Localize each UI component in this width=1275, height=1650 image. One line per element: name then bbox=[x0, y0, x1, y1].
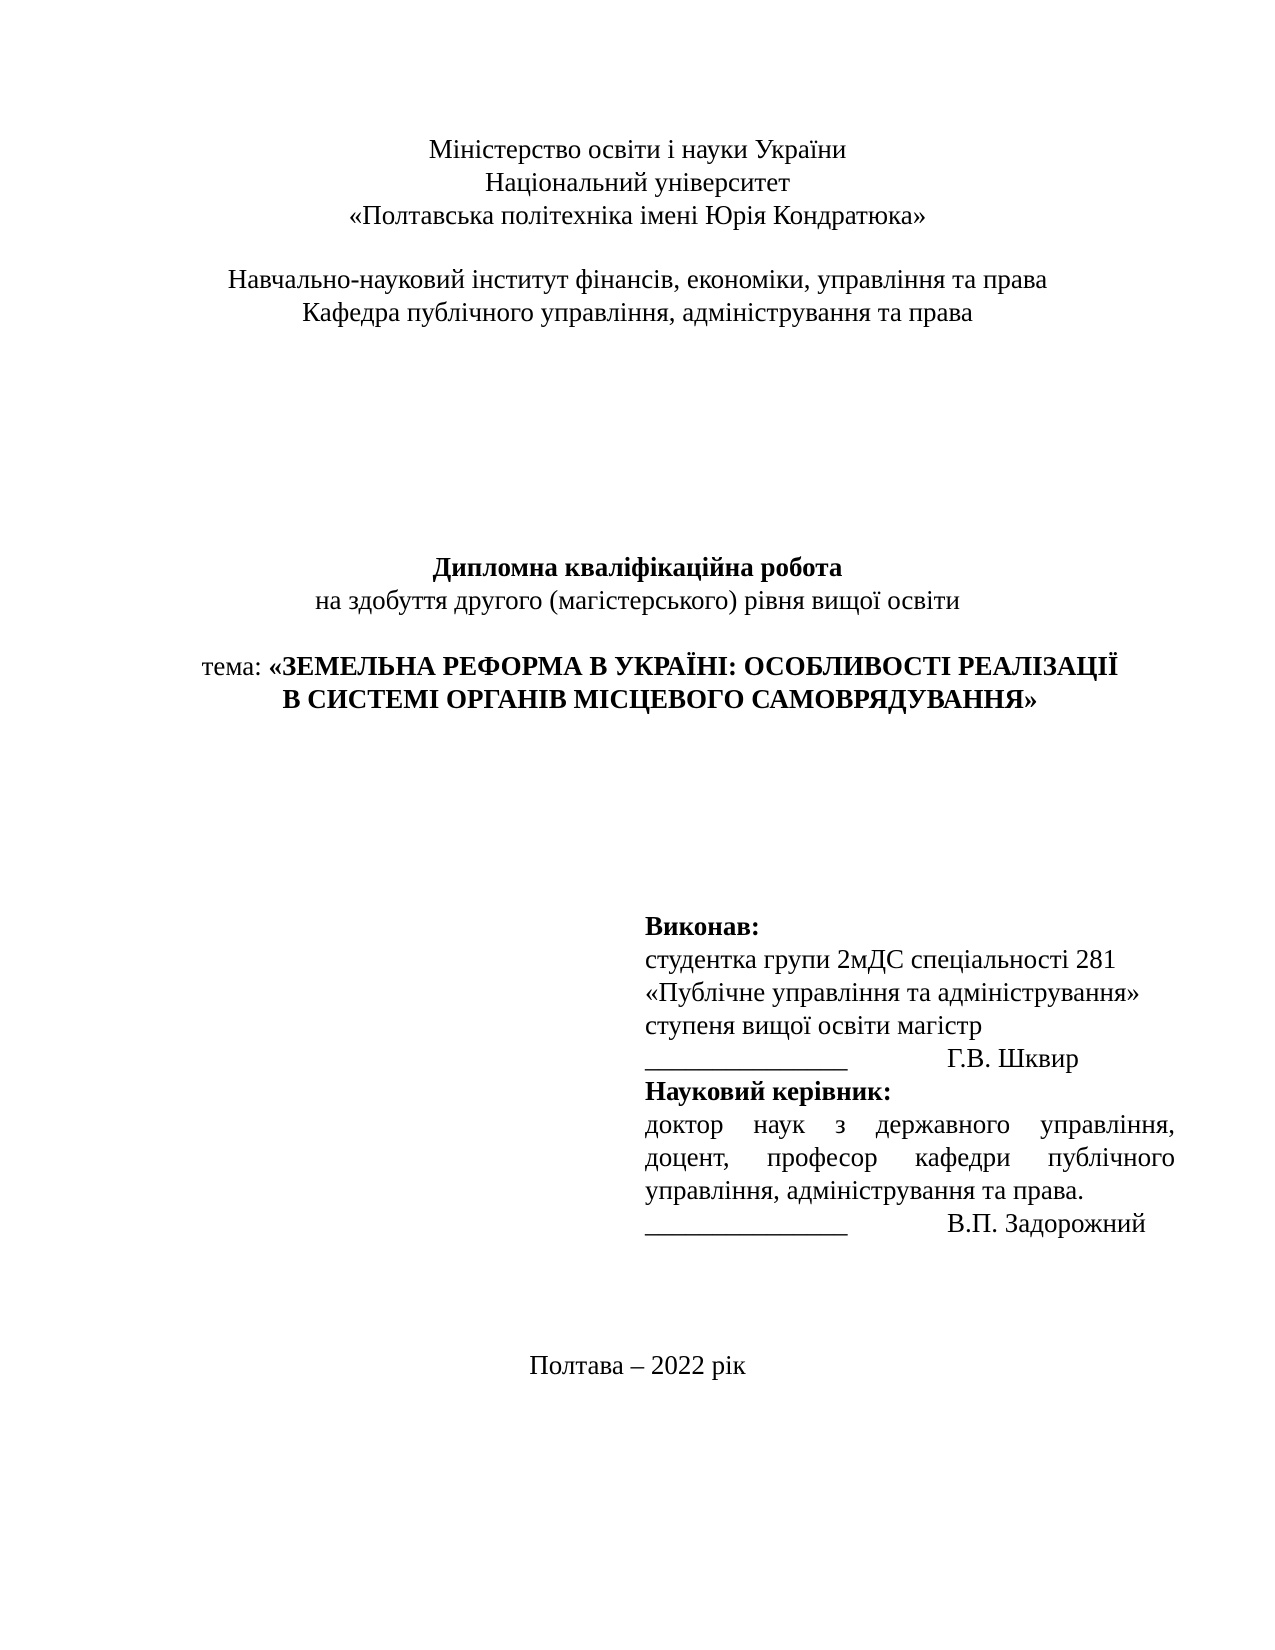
supervisor-line-1: доктор наук з державного управління, bbox=[645, 1109, 1175, 1139]
topic-line-1 bbox=[160, 650, 1160, 683]
institute-line: Навчально-науковий інститут фінансів, економіки, управління та права bbox=[227, 264, 1048, 294]
topic-prefix: тема: bbox=[201, 651, 269, 681]
author-line-1: студентка групи 2мДС спеціальності 281 bbox=[645, 944, 1117, 974]
supervisor-heading: Науковий керівник: bbox=[645, 1076, 892, 1106]
author-signature-line: _______________ bbox=[645, 1043, 848, 1073]
author-line-2: «Публічне управління та адміністрування» bbox=[645, 977, 1140, 1007]
author-name: Г.В. Шквир bbox=[947, 1043, 1079, 1073]
signature-block bbox=[645, 910, 1175, 1240]
topic-title-part-1: «ЗЕМЕЛЬНА РЕФОРМА В УКРАЇНІ: ОСОБЛИВОСТІ РЕАЛІЗАЦІЇ bbox=[268, 651, 1119, 681]
supervisor-line-3: управління, адміністрування та права. bbox=[645, 1175, 1085, 1205]
ministry-line: Міністерство освіти і науки України bbox=[428, 134, 847, 164]
city-year: Полтава – 2022 рік bbox=[529, 1350, 746, 1380]
university-line-2: «Полтавська політехніка імені Юрія Кондратюка» bbox=[348, 200, 927, 230]
supervisor-signature-row bbox=[645, 1207, 1175, 1240]
department-line: Кафедра публічного управління, адміністрування та права bbox=[302, 297, 973, 327]
degree-line: на здобуття другого (магістерського) рівня вищої освіти bbox=[315, 585, 960, 615]
supervisor-signature-line: _______________ bbox=[645, 1208, 848, 1238]
university-line-1: Національний університет bbox=[484, 167, 791, 197]
work-type: Дипломна кваліфікаційна робота bbox=[432, 552, 843, 582]
author-signature-row bbox=[645, 1042, 1175, 1075]
author-heading: Виконав: bbox=[645, 911, 760, 941]
author-line-3: ступеня вищої освіти магістр bbox=[645, 1010, 983, 1040]
supervisor-line-2: доцент, професор кафедри публічного bbox=[645, 1142, 1175, 1172]
topic-title-part-2: В СИСТЕМІ ОРГАНІВ МІСЦЕВОГО САМОВРЯДУВАННЯ» bbox=[282, 684, 1038, 714]
supervisor-name: В.П. Задорожний bbox=[947, 1208, 1146, 1238]
